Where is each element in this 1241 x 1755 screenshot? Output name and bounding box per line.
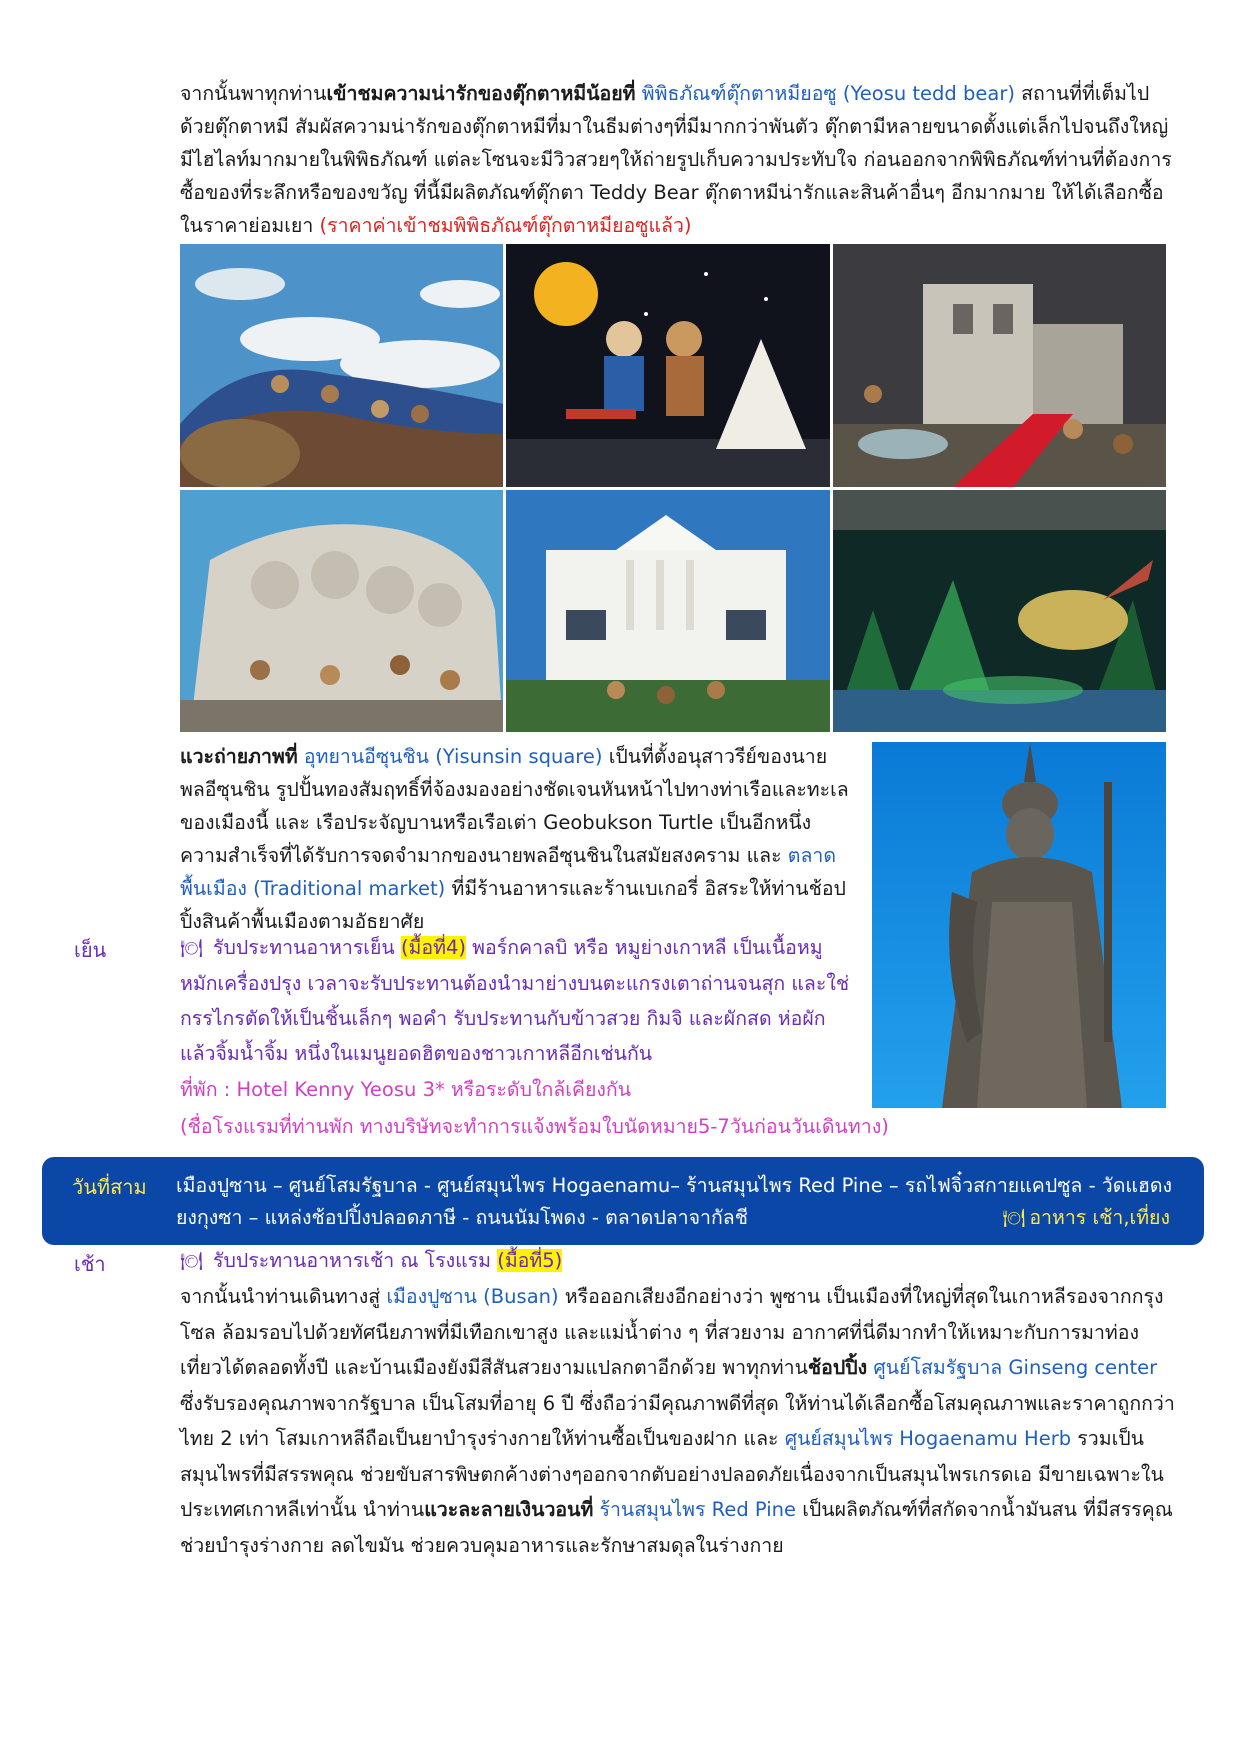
busan-p3: ซึ่งรับรองคุณภาพจากรัฐบาล เป็นโสมที่อายุ 6 ปี ซึ่งถือว่ามีคุณภาพดีที่สุด ให้ท่านได้เลือกซื้อโสมคุณภาพและราคาถูกกว่าไทย 2 เท่า โสมเกาหลีถือเป็นยาบำรุงร่างกายให้ท่านซื้อเป็นของฝาก และ bbox=[180, 1391, 1175, 1450]
evening-dinner bbox=[180, 930, 850, 1071]
busan-walk: แวะละลายเงินวอนที่ bbox=[424, 1498, 594, 1521]
square-body2: ที่มีร้านอาหารและร้านเบเกอรี่ อิสระให้ท่านช้อปปิ้งสินค้าพื้นเมืองตามอัธยาศัย bbox=[180, 877, 846, 933]
museum-intro: จากนั้นพาทุกท่าน bbox=[180, 82, 327, 105]
day-label: วันที่สาม bbox=[72, 1175, 147, 1199]
busan-herb: ศูนย์สมุนไพร Hogaenamu Herb bbox=[784, 1427, 1072, 1450]
square-place: อุทยานอีซุนชิน (Yisunsin square) bbox=[297, 745, 609, 768]
day-meals-text: อาหาร เช้า,เที่ยง bbox=[1029, 1206, 1170, 1229]
dinner-description: พอร์กคาลบิ หรือ หมูย่างเกาหลี เป็นเนื้อหมูหมักเครื่องปรุง เวลาจะรับประทานต้องนำมาย่างบนตะแกรงเตาถ่านจนสุก และใช่กรรไกรตัดให้เป็นชิ้นเล็กๆ พอคำ รับประทานกับข้าวสวย กิมจิ และผักสด ห่อผักแล้วจิ้มน้ำจิ้ม หนึ่งในเมนูยอดฮิตของชาวเกาหลีอีกเช่นกัน bbox=[180, 936, 850, 1065]
museum-price-note: (ราคาค่าเข้าชมพิพิธภัณฑ์ตุ๊กตาหมียอซูแล้ว) bbox=[319, 214, 692, 237]
breakfast-text: รับประทานอาหารเช้า ณ โรงแรม bbox=[206, 1249, 498, 1272]
photo-bears-whitehouse bbox=[506, 490, 830, 732]
busan-paragraph bbox=[180, 1279, 1180, 1563]
photo-bears-clouds bbox=[180, 244, 503, 487]
square-market: ตลาดพื้นเมือง (Traditional market) bbox=[180, 844, 837, 900]
dish-icon: 🍽 bbox=[180, 1251, 203, 1272]
museum-paragraph bbox=[180, 77, 1180, 242]
dish-icon: 🍽 bbox=[180, 938, 203, 959]
photo-admiral-statue bbox=[872, 742, 1166, 1108]
morning-label: เช้า bbox=[74, 1252, 106, 1276]
day-meals bbox=[1002, 1202, 1170, 1233]
busan-p2: หรือออกเสียงอีกอย่างว่า พูซาน เป็นเมืองที่ใหญ่ที่สุดในเกาหลีรองจากกรุงโซล ล้อมรอบไปด้วยทัศนียภาพที่มีเทือกเขาสูง และแม่น้ำต่าง ๆ ที่สวยงาม อากาศที่นี่ดีมากทำให้เหมาะกับการมาท่องเที่ยวได้ตลอดทั้งปี และบ้านเมืองยังมีสีสันสวยงามแปลกตาอีกด้วย พาทุกท่าน bbox=[180, 1285, 1164, 1379]
square-body: เป็นที่ตั้งอนุสาวรีย์ของนายพลอีซุนชิน รูปปั้นทองสัมฤทธิ์ที่จ้องมองอย่างชัดเจนหันหน้าไปทางท่าเรือและทะเลของเมืองนี้ และ เรือประจัญบานหรือเรือเต่า Geobukson Turtle เป็นอีกหนึ่งความสำเร็จที่ได้รับการจดจำมากของนายพลอีซุนชินในสมัยสงคราม และ bbox=[180, 745, 849, 867]
day-route: เมืองปูซาน – ศูนย์โสมรัฐบาล - ศูนย์สมุนไพร Hogaenamu– ร้านสมุนไพร Red Pine – รถไฟจิ๋วสกายแคปซูล - วัดแฮดงยงกุงซา – แหล่งช้อปปิ้งปลอดภาษี - ถนนนัมโพดง - ตลาดปลาจากัลชี bbox=[176, 1174, 1173, 1229]
square-bold: แวะถ่ายภาพที่ bbox=[180, 745, 298, 768]
evening-label: เย็น bbox=[74, 938, 107, 962]
dinner-text: รับประทานอาหารเย็น bbox=[206, 936, 401, 959]
dish-icon: 🍽 bbox=[1002, 1208, 1026, 1229]
photo-bears-camping bbox=[506, 244, 830, 487]
photo-bears-city bbox=[833, 244, 1166, 487]
dinner-meal-number: (มื้อที่4) bbox=[400, 936, 466, 959]
museum-body: สถานที่ที่เต็มไปด้วยตุ๊กตาหมี สัมผัสความน่ารักของตุ๊กตาหมีที่มาในธีมต่างๆที่มีมากกว่าพันตัว ตุ๊กตามีหลายขนาดตั้งแต่เล็กไปจนถึงใหญ่ มีไฮไลท์มากมายในพิพิธภัณฑ์ แต่ละโซนจะมีวิวสวยๆให้ถ่ายรูปเก็บความประทับใจ ก่อนออกจากพิพิธภัณฑ์ท่านที่ต้องการซื้อของที่ระลึกหรือของขวัญ ที่นี้มีผลิตภัณฑ์ตุ๊กตา Teddy Bear ตุ๊กตาหมีน่ารักและสินค้าอื่นๆ อีกมากมาย ให้ได้เลือกซื้อในราคาย่อมเยา bbox=[180, 82, 1172, 237]
evening-hotel-note: (ชื่อโรงแรมที่ท่านพัก ทางบริษัทจะทำการแจ้งพร้อมใบนัดหมาย5-7วันก่อนวันเดินทาง) bbox=[180, 1115, 889, 1138]
busan-ginseng: ศูนย์โสมรัฐบาล Ginseng center bbox=[867, 1356, 1158, 1379]
busan-redpine: ร้านสมุนไพร Red Pine bbox=[593, 1498, 797, 1521]
museum-place: พิพิธภัณฑ์ตุ๊กตาหมียอซู (Yeosu tedd bear) bbox=[635, 82, 1022, 105]
breakfast-meal-number: (มื้อที่5) bbox=[497, 1249, 563, 1272]
photo-bears-rushmore bbox=[180, 490, 503, 732]
morning-breakfast bbox=[180, 1244, 1080, 1278]
square-paragraph bbox=[180, 740, 850, 938]
busan-city: เมืองปูซาน (Busan) bbox=[386, 1285, 559, 1308]
busan-p1: จากนั้นนำท่านเดินทางสู่ bbox=[180, 1285, 387, 1308]
busan-p4: รวมเป็นสมุนไพรที่มีสรรพคุณ ช่วยขับสารพิษตกค้างต่างๆออกจากตับอย่างปลอดภัยเนื่องจากเป็นสมุนไพรเกรดเอ มีขายเฉพาะในประเทศเกาหลีเท่านั้น นำท่าน bbox=[180, 1427, 1164, 1521]
day-three-banner bbox=[42, 1157, 1204, 1245]
busan-shop: ช้อปปิ้ง bbox=[807, 1356, 868, 1379]
evening-hotel: ที่พัก : Hotel Kenny Yeosu 3* หรือระดับใกล้เคียงกัน bbox=[180, 1078, 632, 1101]
museum-bold: เข้าชมความน่ารักของตุ๊กตาหมีน้อยที่ bbox=[326, 82, 636, 105]
busan-p5: เป็นผลิตภัณฑ์ที่สกัดจากน้ำมันสน ที่มีสรรคุณช่วยบำรุงร่างกาย ลดไขมัน ช่วยควบคุมอาหารและรักษาสมดุลในร่างกาย bbox=[180, 1498, 1173, 1557]
photo-bears-dinosaur bbox=[833, 490, 1166, 732]
